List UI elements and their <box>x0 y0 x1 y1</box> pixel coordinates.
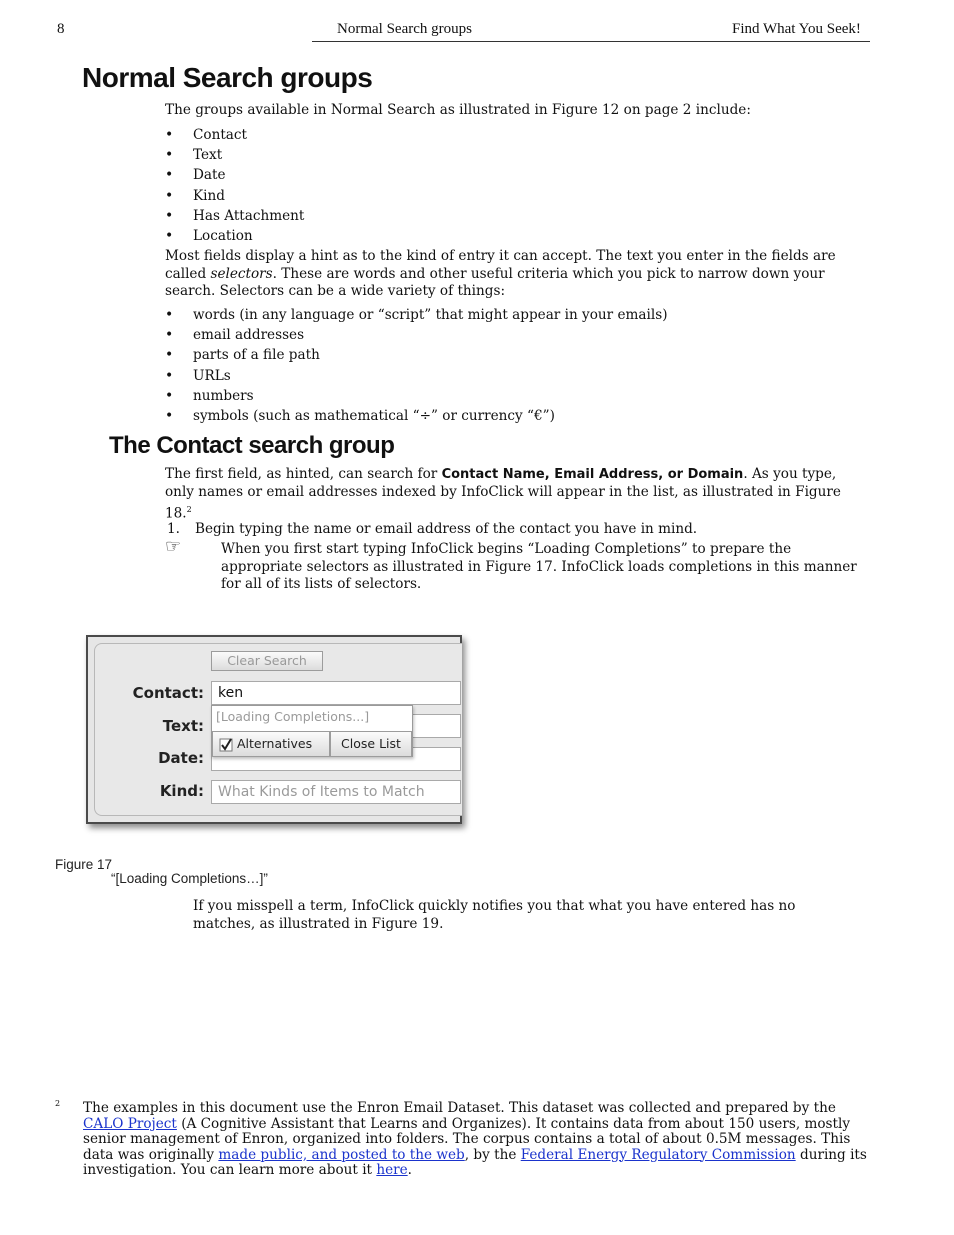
list-item: • email addresses <box>165 325 865 345</box>
contact-input[interactable]: ken <box>211 681 461 705</box>
footnote-text: The examples in this document use the Enron Email Dataset. This dataset was collected and prepared by the CALO Project (A Cognitive Assistant that Learns and Organizes). It contains data from about 150 users, mostly senior management of Enron, organized into folders. The corpus contains a total of about 0.5M messages. This data was originally made public, and posted to the web, by the Federal Energy Regulatory Commission during its investigation. You can learn more about it here. <box>83 1100 867 1178</box>
kind-input[interactable]: What Kinds of Items to Match <box>211 780 461 804</box>
page-number: 8 <box>57 21 65 37</box>
list-item: • parts of a file path <box>165 345 865 365</box>
step-text: Begin typing the name or email address of the contact you have in mind. <box>195 521 698 537</box>
figure-caption-text: “[Loading Completions…]” <box>111 871 268 886</box>
clear-search-button[interactable]: Clear Search <box>211 651 323 671</box>
step-number: 1. <box>167 521 180 537</box>
text-label: Text: <box>162 717 204 735</box>
selectors-paragraph: Most fields display a hint as to the kind of entry it can accept. The text you enter in the fields are called selectors. These are words and other useful criteria which you pick to narrow down your search. Selectors can be a wide variety of things: <box>165 248 836 299</box>
list-item: • Kind <box>165 186 865 206</box>
checkbox-checked-icon <box>219 738 233 752</box>
close-list-button[interactable]: Close List <box>330 731 412 757</box>
header-rule <box>312 41 870 42</box>
running-book-title: Find What You Seek! <box>732 21 861 37</box>
pointing-hand-icon: ☞ <box>165 536 182 557</box>
list-item: • Date <box>165 165 865 185</box>
here-link[interactable]: here <box>376 1162 408 1178</box>
groups-list <box>165 125 865 246</box>
selectors-list <box>165 305 865 426</box>
list-item: • numbers <box>165 386 865 406</box>
intro-paragraph: The groups available in Normal Search as illustrated in Figure 12 on page 2 include: <box>165 102 751 118</box>
note-text: When you first start typing InfoClick begins “Loading Completions” to prepare the appropriate selectors as illustrated in Figure 17. InfoClick loads completions in this manner for all of its lists of selectors. <box>221 541 857 592</box>
subsection-heading: The Contact search group <box>109 432 395 459</box>
search-criteria-emphasis: Contact Name, Email Address, or Domain <box>441 467 744 482</box>
list-item: • Contact <box>165 125 865 145</box>
list-item: • Text <box>165 145 865 165</box>
section-heading: Normal Search groups <box>82 62 373 93</box>
figure-caption-label: Figure 17 <box>55 857 113 872</box>
calo-project-link[interactable]: CALO Project <box>83 1115 177 1132</box>
selectors-term: selectors <box>210 265 273 282</box>
misspell-paragraph: If you misspell a term, InfoClick quickly notifies you that what you have entered has no matches, as illustrated in Figure 19. <box>193 898 796 932</box>
running-section-title: Normal Search groups <box>337 21 472 37</box>
alternatives-checkbox[interactable] <box>212 731 330 757</box>
kind-label: Kind: <box>159 782 204 800</box>
made-public-link[interactable]: made public, and posted to the web <box>218 1146 465 1163</box>
contact-label: Contact: <box>132 684 204 702</box>
date-label: Date: <box>158 749 204 767</box>
ferc-link[interactable]: Federal Energy Regulatory Commission <box>520 1146 796 1163</box>
figure-17-screenshot <box>86 635 462 824</box>
footnote-ref[interactable]: 2 <box>186 505 192 514</box>
list-item: • Location <box>165 226 865 246</box>
list-item: • URLs <box>165 366 865 386</box>
list-item: • words (in any language or “script” that might appear in your emails) <box>165 305 865 325</box>
contact-paragraph: The first field, as hinted, can search for Contact Name, Email Address, or Domain. As you type, only names or email addresses indexed by InfoClick will appear in the list, as illustrated in Figure 18.$^2$ <box>165 466 841 522</box>
footnote-mark: 2 <box>55 1099 61 1108</box>
list-item: • symbols (such as mathematical “÷” or currency “€”) <box>165 406 865 426</box>
list-item: • Has Attachment <box>165 206 865 226</box>
alternatives-label: Alternatives <box>236 736 313 751</box>
loading-completions-text: [Loading Completions...] <box>216 709 370 724</box>
completions-popup <box>211 705 413 757</box>
